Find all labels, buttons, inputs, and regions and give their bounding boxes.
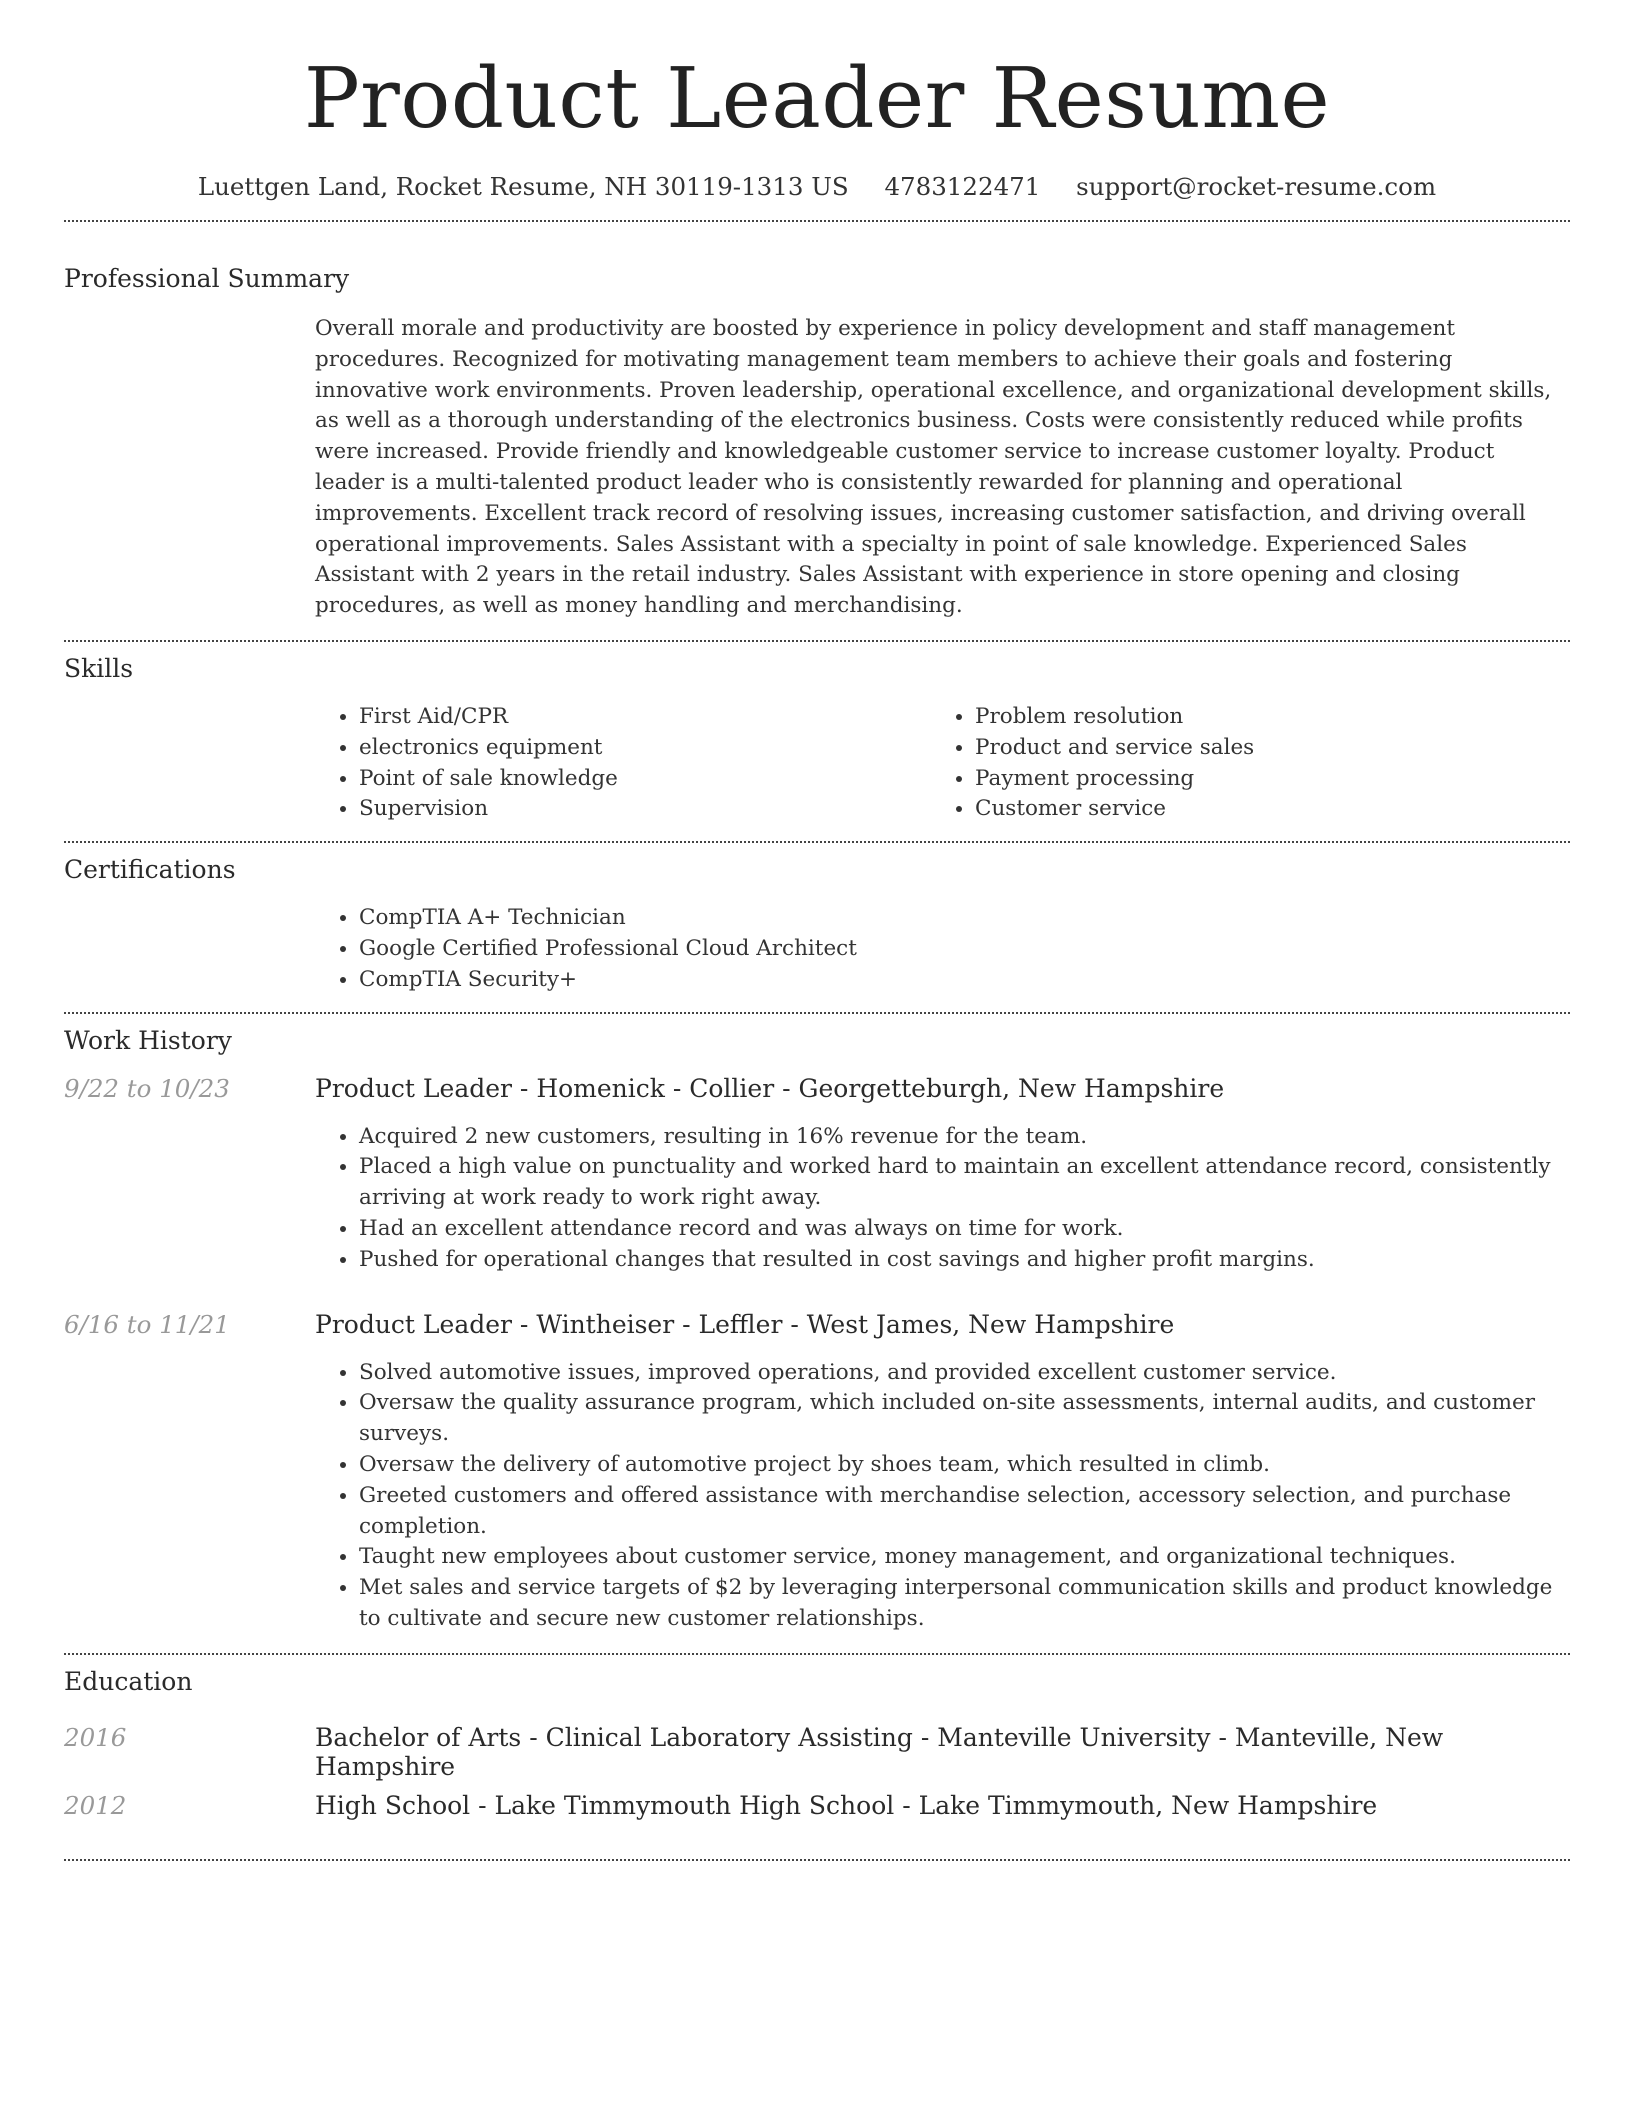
job-bullets: [315, 1122, 1570, 1276]
education-section: [64, 1655, 1570, 1859]
list-item: • Acquired 2 new customers, resulting in 16% revenue for the team.: [359, 1122, 1570, 1153]
list-item: • Taught new employees about customer service, money management, and organizational techniques.: [359, 1542, 1570, 1573]
skills-columns: [315, 702, 1570, 841]
list-item: • Google Certified Professional Cloud Architect: [359, 934, 1570, 965]
certifications-list: [315, 903, 1570, 995]
work-section: [64, 1014, 1570, 1653]
list-item: • Pushed for operational changes that resulted in cost savings and higher profit margins.: [359, 1245, 1570, 1276]
list-item: • First Aid/CPR: [359, 702, 931, 733]
list-item: • Payment processing: [975, 764, 1547, 795]
list-item: • Problem resolution: [975, 702, 1547, 733]
list-item: • Oversaw the quality assurance program, which included on-site assessments, internal audits, and customer surveys.: [359, 1388, 1570, 1450]
contact-address: Luettgen Land, Rocket Resume, NH 30119-1313 US: [197, 172, 849, 201]
list-item: • Point of sale knowledge: [359, 764, 931, 795]
contact-email: support@rocket-resume.com: [1076, 172, 1437, 201]
education-entries: [64, 1715, 1570, 1859]
contact-phone: 4783122471: [884, 172, 1041, 201]
list-item: • Greeted customers and offered assistance with merchandise selection, accessory selection, and purchase completion.: [359, 1481, 1570, 1543]
resume-page: [64, 0, 1570, 1861]
education-date: 2012: [64, 1790, 127, 1820]
education-entry: [64, 1723, 1570, 1791]
job-title: Product Leader - Homenick - Collier - Georgetteburgh, New Hampshire: [315, 1073, 1225, 1103]
job-bullets: [315, 1358, 1570, 1635]
list-item: • Customer service: [975, 794, 1547, 825]
list-item: • Had an excellent attendance record and was always on time for work.: [359, 1214, 1570, 1245]
job-date: 9/22 to 10/23: [64, 1073, 230, 1103]
education-heading: Education: [64, 1666, 193, 1696]
list-item: • electronics equipment: [359, 733, 931, 764]
skills-section: [64, 642, 1570, 841]
list-item: • Oversaw the delivery of automotive project by shoes team, which resulted in climb.: [359, 1450, 1570, 1481]
work-heading: Work History: [64, 1025, 232, 1055]
summary-text: Overall morale and productivity are boosted by experience in policy development and staff management procedures. Recognized for motivating management team members to achieve their goals and fostering innovative work environments. Proven leadership, operational excellence, and organizational development skills, as well as a thorough understanding of the electronics business. Costs were consistently reduced while profits were increased. Provide friendly and knowledgeable customer service to increase customer loyalty. Product leader is a multi-talented product leader who is consistently rewarded for planning and operational improvements. Excellent track record of resolving issues, increasing customer satisfaction, and driving overall operational improvements. Sales Assistant with a specialty in point of sale knowledge. Experienced Sales Assistant with 2 years in the retail industry. Sales Assistant with experience in store opening and closing procedures, as well as money handling and merchandising.: [315, 316, 1552, 619]
list-item: • CompTIA Security+: [359, 965, 1570, 996]
education-date: 2016: [64, 1722, 127, 1752]
divider: [64, 1859, 1570, 1861]
certifications-heading: Certifications: [64, 855, 236, 885]
summary-heading: Professional Summary: [64, 264, 350, 293]
list-item: • Solved automotive issues, improved operations, and provided excellent customer service.: [359, 1358, 1570, 1389]
list-item: • Supervision: [359, 794, 931, 825]
list-item: • Product and service sales: [975, 733, 1547, 764]
job-entry: [64, 1310, 1570, 1653]
list-item: • Placed a high value on punctuality and worked hard to maintain an excellent attendance record, consistently arriving at work ready to work right away.: [359, 1152, 1570, 1214]
skills-list-left: [315, 702, 931, 825]
job-title: Product Leader - Wintheiser - Leffler - West James, New Hampshire: [315, 1309, 1175, 1339]
certifications-body: [315, 903, 1570, 1011]
job-entry: [64, 1074, 1570, 1310]
certifications-section: [64, 843, 1570, 1011]
contact-line: [64, 172, 1570, 220]
education-title: High School - Lake Timmymouth High School - Lake Timmymouth, New Hampshire: [315, 1790, 1378, 1820]
list-item: • Met sales and service targets of $2 by leveraging interpersonal communication skills and product knowledge to cultivate and secure new customer relationships.: [359, 1573, 1570, 1635]
education-title: Bachelor of Arts - Clinical Laboratory Assisting - Manteville University - Manteville, New Hampshire: [315, 1722, 1444, 1781]
summary-section: [64, 222, 1570, 640]
education-entry: [64, 1791, 1570, 1859]
page-title: Product Leader Resume: [303, 50, 1331, 147]
skills-list-right: [931, 702, 1547, 825]
job-date: 6/16 to 11/21: [64, 1309, 230, 1339]
skills-heading: Skills: [64, 653, 134, 683]
list-item: • CompTIA A+ Technician: [359, 903, 1570, 934]
